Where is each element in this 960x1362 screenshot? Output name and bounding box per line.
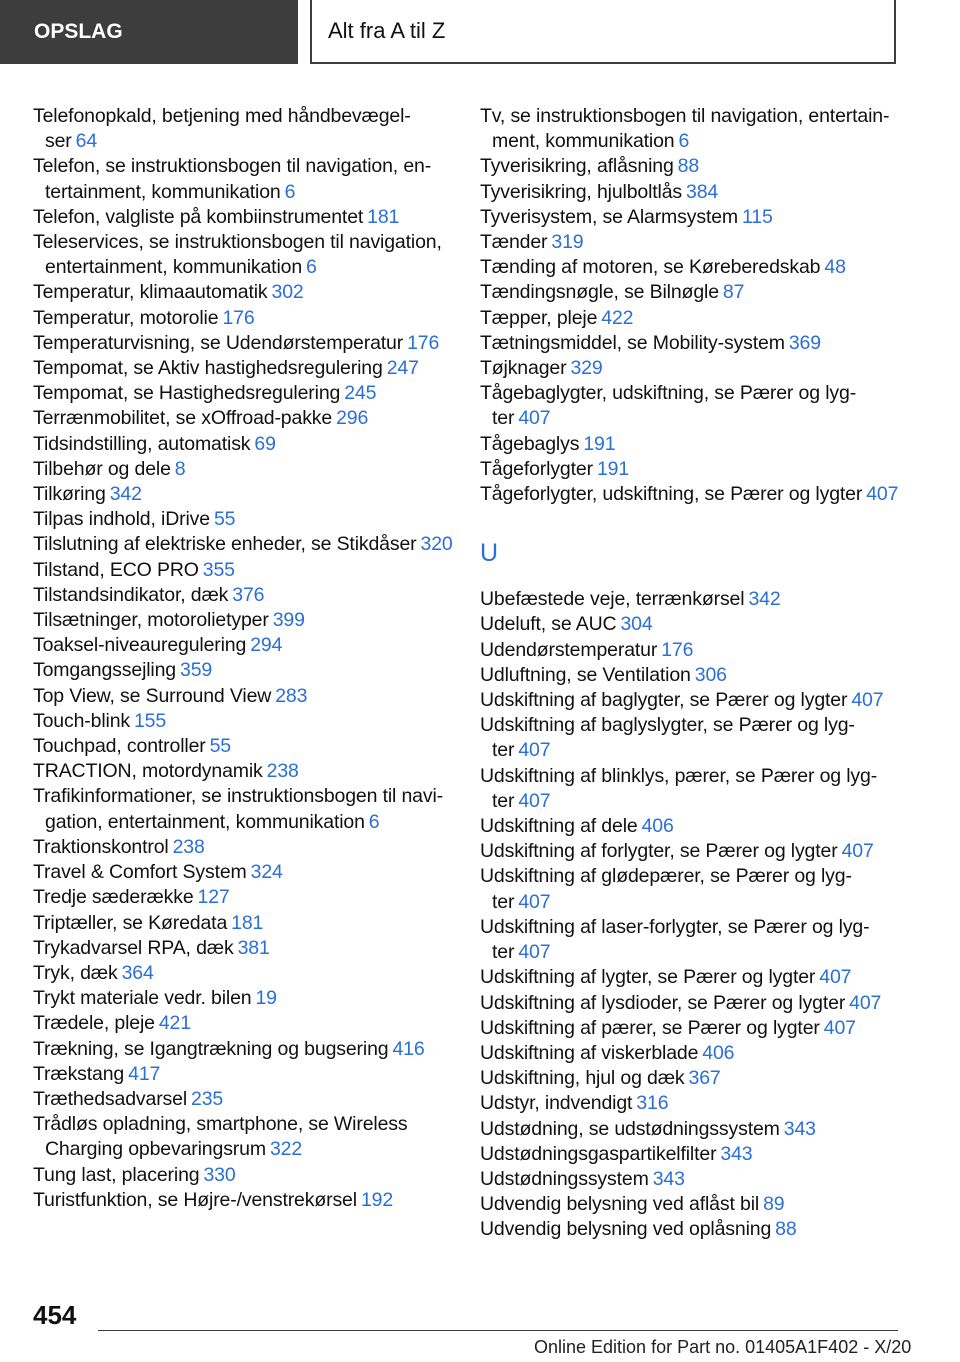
tab-opslag[interactable]: OPSLAG (0, 0, 298, 64)
page-link[interactable]: 324 (250, 861, 283, 884)
entry-text: Udskiftning af lygter, se Pærer og lygter (480, 966, 816, 989)
entry-text: Tågeforlygter, udskiftning, se Pærer og lygter (480, 483, 863, 506)
entry-text: Tidsindstilling, automatisk (33, 432, 251, 455)
index-entry (480, 965, 900, 990)
entry-text: Udskiftning, hjul og dæk (480, 1067, 685, 1090)
page-link[interactable]: 176 (661, 638, 694, 661)
page-link[interactable]: 235 (191, 1087, 224, 1110)
page-link[interactable]: 115 (742, 205, 773, 228)
page-link[interactable]: 55 (213, 508, 236, 531)
page-link[interactable]: 247 (386, 357, 419, 380)
index-entry (33, 583, 453, 608)
entry-text: Touchpad, controller (33, 735, 206, 758)
page-link[interactable]: 322 (269, 1138, 303, 1161)
entry-text: Temperatur, motorolie (33, 306, 219, 329)
entry-text: Træthedsadvarsel (33, 1087, 188, 1110)
entry-text: Udskiftning af blinklys, pærer, se Pærer og lygter (480, 764, 878, 812)
entry-text: Teleservices, se instruktionsbogen til navigation, entertainment, kommunikation (33, 231, 442, 279)
page-link[interactable]: 176 (222, 306, 255, 329)
index-entry (480, 1117, 900, 1142)
index-entry (33, 356, 453, 381)
entry-text: Ubefæstede veje, terrænkørsel (480, 588, 745, 611)
page-link[interactable]: 245 (344, 382, 377, 405)
index-entry (480, 457, 900, 482)
index-entry (480, 255, 900, 280)
entry-text: Trykt materiale vedr. bilen (33, 987, 252, 1010)
entry-text: Udskiftning af baglyslygter, se Pærer og lygter (480, 714, 855, 762)
index-entry (480, 663, 900, 688)
page-link[interactable]: 367 (688, 1067, 721, 1090)
index-entry (480, 205, 900, 230)
page-link[interactable]: 238 (172, 835, 205, 858)
index-entry (33, 457, 453, 482)
page-link[interactable]: 376 (232, 583, 265, 606)
index-entry (480, 1041, 900, 1066)
index-entry (480, 814, 900, 839)
index-entry (33, 885, 453, 910)
page-link[interactable]: 176 (407, 331, 440, 354)
entry-text: Udstødning, se udstødningssystem (480, 1117, 780, 1140)
page-link[interactable]: 407 (518, 789, 551, 812)
page-link[interactable]: 421 (158, 1012, 191, 1035)
index-entry (480, 356, 900, 381)
index-entry (33, 1087, 453, 1112)
page-link[interactable]: 6 (284, 180, 296, 203)
index-entry (33, 1112, 453, 1162)
index-entry (33, 633, 453, 658)
page-link[interactable]: 406 (641, 815, 674, 838)
index-entry (33, 558, 453, 583)
index-entry (480, 1167, 900, 1192)
entry-text: Tilslutning af elektriske enheder, se Stikdåser (33, 533, 417, 556)
entry-text: Trædele, pleje (33, 1012, 155, 1035)
entry-text: Telefon, se instruktionsbogen til navigation, entertainment, kommunikation (33, 155, 432, 203)
index-entry (33, 406, 453, 431)
section-letter: U (480, 539, 499, 568)
entry-text: Tilstandsindikator, dæk (33, 583, 229, 606)
index-entry (33, 835, 453, 860)
index-entry (480, 432, 900, 457)
page-link[interactable]: 406 (702, 1041, 735, 1064)
page-link[interactable]: 359 (180, 659, 213, 682)
page-link[interactable]: 302 (271, 281, 304, 304)
index-entry (480, 1066, 900, 1091)
page-link[interactable]: 6 (678, 130, 690, 153)
page-link[interactable]: 364 (121, 961, 154, 984)
page-link[interactable]: 89 (763, 1193, 785, 1216)
index-entry (480, 1217, 900, 1242)
index-entry (480, 713, 900, 763)
page-link[interactable]: 407 (518, 941, 551, 964)
page-link[interactable]: 343 (720, 1142, 753, 1165)
page-link[interactable]: 8 (174, 457, 186, 480)
entry-text: Tæpper, pleje (480, 306, 598, 329)
index-entry (480, 839, 900, 864)
entry-text: TRACTION, motordynamik (33, 760, 263, 783)
entry-text: Telefon, valgliste på kombiinstrumentet (33, 205, 364, 228)
index-entry (33, 1062, 453, 1087)
index-entry (480, 864, 900, 914)
index-entry (480, 154, 900, 179)
entry-text: Turistfunktion, se Højre-/venstrekørsel (33, 1188, 357, 1211)
index-entry (33, 381, 453, 406)
index-entry (480, 1142, 900, 1167)
page-link[interactable]: 296 (336, 407, 369, 430)
index-entry (480, 482, 900, 507)
entry-text: Tænding af motoren, se Køreberedskab (480, 256, 821, 279)
page-link[interactable]: 399 (272, 609, 305, 632)
entry-text: Udskiftning af lysdioder, se Pærer og lygter (480, 991, 846, 1014)
index-entry (33, 860, 453, 885)
index-entry (480, 104, 900, 154)
entry-text: Tyverisikring, aflåsning (480, 155, 674, 178)
entry-text: Tændingsnøgle, se Bilnøgle (480, 281, 719, 304)
index-entry (480, 180, 900, 205)
entry-text: Udeluft, se AUC (480, 613, 617, 636)
entry-text: Tøjknager (480, 357, 567, 380)
index-entry (33, 784, 453, 834)
page-link[interactable]: 155 (133, 709, 167, 732)
entry-text: Tågeforlygter (480, 457, 593, 480)
entry-text: Tilsætninger, motorolietyper (33, 609, 269, 632)
index-entry (33, 658, 453, 683)
page-link[interactable]: 416 (392, 1037, 425, 1060)
page-link[interactable]: 417 (128, 1062, 161, 1085)
entry-text: Telefonopkald, betjening med håndbevægelser (33, 105, 411, 153)
entry-text: Tilstand, ECO PRO (33, 558, 199, 581)
entry-text: Tilbehør og dele (33, 457, 171, 480)
page-link[interactable]: 294 (250, 634, 283, 657)
entry-text: Udluftning, se Ventilation (480, 663, 691, 686)
index-entry (480, 280, 900, 305)
index-group-u (480, 587, 900, 1242)
page-link[interactable]: 407 (851, 689, 884, 712)
page-link[interactable]: 87 (722, 281, 745, 304)
page-link[interactable]: 343 (783, 1117, 816, 1140)
index-entry (33, 961, 453, 986)
index-entry (480, 587, 900, 612)
page-link[interactable]: 191 (596, 457, 630, 480)
page-link[interactable]: 69 (254, 432, 276, 455)
index-entry (480, 991, 900, 1016)
page-link[interactable]: 407 (518, 407, 551, 430)
entry-text: Udskiftning af dele (480, 815, 638, 838)
entry-text: Udskiftning af pærer, se Pærer og lygter (480, 1016, 820, 1039)
index-entry (33, 936, 453, 961)
index-entry (33, 986, 453, 1011)
entry-text: Tempomat, se Hastighedsregulering (33, 382, 341, 405)
page-link[interactable]: 422 (601, 306, 634, 329)
entry-text: Tyverisikring, hjulboltlås (480, 180, 683, 203)
page-header (0, 0, 960, 66)
index-entry (480, 306, 900, 331)
entry-text: Tætningsmiddel, se Mobility-system (480, 331, 785, 354)
page-link[interactable]: 55 (209, 735, 231, 758)
section-title: Alt fra A til Z (310, 0, 896, 64)
entry-text: Trækning, se Igangtrækning og bugsering (33, 1037, 389, 1060)
index-entry (33, 280, 453, 305)
page-link[interactable]: 316 (636, 1092, 669, 1115)
page-link[interactable]: 407 (819, 966, 852, 989)
index-entry (33, 482, 453, 507)
index-entry (480, 331, 900, 356)
entry-text: Trafikinformationer, se instruktionsbogen til navigation, entertainment, kommunikation (33, 785, 444, 833)
index-entry (480, 1016, 900, 1041)
page-link[interactable]: 64 (75, 130, 98, 153)
page-link[interactable]: 191 (583, 432, 616, 455)
entry-text: Tågebaglygter, udskiftning, se Pærer og lygter (480, 382, 857, 430)
entry-text: Tilpas indhold, iDrive (33, 508, 210, 531)
entry-text: Tilkøring (33, 483, 106, 506)
entry-text: Udvendig belysning ved oplåsning (480, 1218, 772, 1241)
page-link[interactable]: 19 (255, 987, 277, 1010)
index-entry (33, 205, 453, 230)
index-entry (33, 759, 453, 784)
index-entry (480, 612, 900, 637)
page-link[interactable]: 6 (306, 256, 317, 279)
entry-text: Udstødningsgaspartikelfilter (480, 1142, 717, 1165)
entry-text: Udskiftning af laser-forlygter, se Pærer og lygter (480, 915, 870, 964)
index-entry (480, 381, 900, 431)
page-link[interactable]: 283 (275, 684, 308, 707)
entry-text: Udskiftning af forlygter, se Pærer og lygter (480, 840, 838, 863)
entry-text: Tung last, placering (33, 1163, 200, 1186)
entry-text: Tempomat, se Aktiv hastighedsregulering (33, 357, 383, 380)
index-column-left (33, 104, 453, 1213)
page-link[interactable]: 369 (788, 331, 821, 354)
entry-text: Udstyr, indvendigt (480, 1092, 633, 1115)
entry-text: Temperaturvisning, se Udendørstemperatur (33, 331, 404, 354)
index-entry (33, 1163, 453, 1188)
page-link[interactable]: 330 (203, 1163, 236, 1186)
index-entry (33, 1188, 453, 1213)
page-link[interactable]: 407 (866, 483, 899, 506)
index-entry (33, 911, 453, 936)
index-entry (480, 688, 900, 713)
page-link[interactable]: 407 (518, 890, 551, 913)
index-entry (480, 1192, 900, 1217)
entry-text: Udskiftning af viskerblade (480, 1041, 699, 1064)
page-link[interactable]: 355 (202, 558, 235, 581)
index-entry (33, 684, 453, 709)
page-link[interactable]: 407 (849, 991, 882, 1014)
page-link[interactable]: 127 (197, 886, 230, 909)
page-link[interactable]: 192 (360, 1188, 394, 1211)
entry-text: Udskiftning af baglygter, se Pærer og lygter (480, 689, 848, 712)
page-link[interactable]: 48 (824, 256, 846, 279)
page-link[interactable]: 88 (677, 155, 700, 178)
entry-text: Triptæller, se Køredata (33, 911, 228, 934)
page-link[interactable]: 319 (551, 231, 584, 254)
entry-text: Top View, se Surround View (33, 684, 272, 707)
entry-text: Udskiftning af glødepærer, se Pærer og lygter (480, 865, 852, 913)
index-entry (33, 104, 453, 154)
page-link[interactable]: 304 (620, 613, 653, 636)
page-link[interactable]: 181 (231, 911, 264, 934)
entry-text: Tv, se instruktionsbogen til navigation, entertainment, kommunikation (480, 105, 890, 153)
entry-text: Tredje sæderække (33, 886, 194, 909)
entry-text: Tågebaglys (480, 432, 580, 455)
entry-text: Terrænmobilitet, se xOffroad-pakke (33, 407, 333, 430)
index-entry (33, 432, 453, 457)
edition-text: Online Edition for Part no. 01405A1F402 - X/20 (534, 1337, 912, 1357)
entry-text: Touch-blink (33, 709, 130, 732)
index-entry (33, 230, 453, 280)
page-link[interactable]: 6 (368, 810, 380, 833)
entry-text: Toaksel-niveauregulering (33, 634, 247, 657)
page-link[interactable]: 381 (237, 936, 270, 959)
index-entry (33, 1011, 453, 1036)
entry-text: Trykadvarsel RPA, dæk (33, 936, 234, 959)
entry-text: Temperatur, klimaautomatik (33, 281, 268, 304)
page-link[interactable]: 342 (109, 483, 142, 506)
entry-text: Udstødningssystem (480, 1167, 649, 1190)
page-link[interactable]: 407 (841, 840, 874, 863)
index-entry (480, 764, 900, 814)
index-entry (33, 507, 453, 532)
index-column-right (480, 104, 900, 1243)
index-entry (33, 331, 453, 356)
page-link[interactable]: 407 (823, 1016, 856, 1039)
footer-divider (98, 1330, 898, 1331)
index-entry (33, 1037, 453, 1062)
page-link[interactable]: 384 (686, 180, 719, 203)
entry-text: Tyverisystem, se Alarmsystem (480, 205, 739, 228)
page-link[interactable]: 88 (775, 1218, 797, 1241)
index-entry (480, 1091, 900, 1116)
index-entry (33, 608, 453, 633)
entry-text: Trækstang (33, 1062, 125, 1085)
entry-text: Udendørstemperatur (480, 638, 658, 661)
entry-text: Trådløs opladning, smartphone, se Wireless Charging opbevaringsrum (33, 1113, 408, 1161)
entry-text: Udvendig belysning ved aflåst bil (480, 1193, 760, 1216)
page-link[interactable]: 181 (367, 205, 400, 228)
index-entry (480, 638, 900, 663)
page-link[interactable]: 343 (652, 1167, 685, 1190)
entry-text: Tænder (480, 231, 548, 254)
page-link[interactable]: 306 (694, 663, 727, 686)
page-link[interactable]: 329 (570, 357, 603, 380)
entry-text: Travel & Comfort System (33, 861, 247, 884)
index-entry (33, 532, 453, 557)
page-number: 454 (33, 1300, 77, 1330)
entry-text: Tomgangssejling (33, 659, 177, 682)
index-group-t (480, 104, 900, 507)
page-link[interactable]: 407 (518, 739, 551, 762)
index-entry (480, 230, 900, 255)
index-entry (33, 709, 453, 734)
page-link[interactable]: 342 (748, 588, 781, 611)
index-entry (480, 915, 900, 965)
page-link[interactable]: 238 (266, 760, 299, 783)
index-entry (33, 734, 453, 759)
entry-text: Tryk, dæk (33, 961, 118, 984)
index-entry (33, 154, 453, 204)
entry-text: Traktionskontrol (33, 835, 169, 858)
index-entry (33, 306, 453, 331)
page-link[interactable]: 320 (420, 533, 453, 556)
